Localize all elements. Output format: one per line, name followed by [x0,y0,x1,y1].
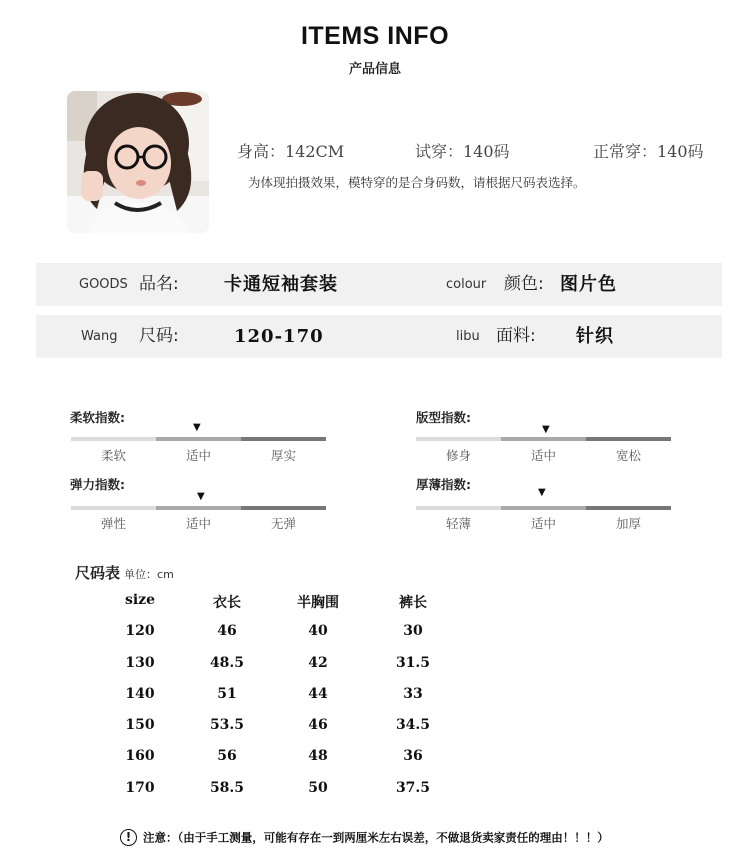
model-tried-size: 试穿：140码 [415,142,510,161]
thickness-marker-icon: ▼ [538,487,546,498]
thickness-scale-labels [416,514,671,532]
table-cell: 30 [403,623,423,640]
model-photo [67,91,209,233]
column-header: 衣长 [213,595,241,611]
scale-label: 适中 [530,448,556,463]
scale-label: 轻薄 [445,516,471,531]
table-row [110,780,470,811]
scale-label: 宽松 [615,448,641,463]
table-row [110,717,470,748]
model-normal-size: 正常穿：140码 [593,142,704,161]
table-cell: 58.5 [209,779,245,796]
table-cell: 130 [125,654,155,671]
table-row [110,655,470,686]
table-cell: 48.5 [209,654,245,671]
elasticity-scale-labels [71,514,326,532]
size-table [110,592,470,811]
scale-label: 加厚 [615,516,641,531]
scale-label: 适中 [185,516,211,531]
goods-info-row [36,263,722,306]
column-header: 裤长 [399,595,427,611]
scale-label: 厚实 [270,448,296,463]
column-header: size [124,592,156,608]
table-cell: 33 [403,685,423,702]
elasticity-scale-bar [71,506,326,510]
size-fabric-info-row [36,315,722,358]
thickness-scale-bar [416,506,671,510]
fabric-en-label: libu [456,329,480,344]
table-cell: 150 [125,717,155,734]
scale-label: 弹性 [100,516,126,531]
table-cell: 160 [125,748,155,765]
table-cell: 46 [217,623,237,640]
goods-name-label: 品名: [139,274,179,294]
table-cell: 37.5 [395,779,431,796]
fit-scale-bar [416,437,671,441]
table-cell: 42 [308,654,328,671]
softness-scale-bar [71,437,326,441]
colour-label: 颜色: [504,274,544,294]
size-range-value: 120-170 [234,326,324,347]
thickness-index-title: 厚薄指数: [416,477,471,492]
table-cell: 170 [125,779,155,796]
elasticity-index-title: 弹力指数: [70,477,125,492]
table-cell: 51 [217,685,237,702]
table-cell: 50 [308,779,328,796]
goods-en-label: GOODS [79,277,128,292]
table-row [110,623,470,654]
colour-en-label: colour [446,277,487,292]
fabric-value: 针织 [576,326,614,347]
goods-name-value: 卡通短袖套装 [224,274,338,295]
model-note: 为体现拍摄效果，模特穿的是合身码数，请根据尺码表选择。 [248,175,586,190]
table-cell: 36 [403,748,423,765]
fit-scale-labels [416,446,671,464]
table-header-row [110,592,470,623]
fit-marker-icon: ▼ [542,424,550,435]
table-cell: 34.5 [395,717,431,734]
table-cell: 31.5 [395,654,431,671]
softness-index-title: 柔软指数: [70,410,125,425]
table-cell: 44 [308,685,328,702]
table-cell: 46 [308,717,328,734]
fit-index-title: 版型指数: [416,410,471,425]
scale-label: 柔软 [100,448,126,463]
model-measurements [237,139,727,165]
softness-scale-labels [71,446,326,464]
softness-marker-icon: ▼ [193,422,201,433]
size-chart-heading [75,562,174,583]
size-chart-title: 尺码表 [75,564,121,582]
measurement-notice [120,829,609,849]
size-chart-unit: 单位：cm [124,568,174,581]
page-title: ITEMS INFO [300,22,450,50]
colour-value: 图片色 [560,274,617,295]
table-cell: 53.5 [209,717,245,734]
size-en-label: Wang [81,329,118,344]
scale-label: 适中 [530,516,556,531]
elasticity-marker-icon: ▼ [197,491,205,502]
table-cell: 40 [308,623,328,640]
column-header: 半胸围 [297,595,339,611]
fabric-label: 面料: [496,326,536,346]
scale-label: 无弹 [270,516,296,531]
notice-text: 注意：（由于手工测量，可能有存在一到两厘米左右误差，不做退货卖家责任的理由！！！） [143,830,609,845]
exclamation-circle-icon: ! [120,829,137,846]
table-row [110,748,470,779]
table-cell: 56 [217,748,237,765]
model-height: 身高：142CM [237,142,345,161]
table-cell: 140 [125,685,155,702]
scale-label: 修身 [445,448,471,463]
table-row [110,686,470,717]
table-cell: 48 [308,748,328,765]
table-cell: 120 [125,623,155,640]
size-label: 尺码: [139,326,179,346]
page-subtitle: 产品信息 [348,62,401,77]
scale-label: 适中 [185,448,211,463]
